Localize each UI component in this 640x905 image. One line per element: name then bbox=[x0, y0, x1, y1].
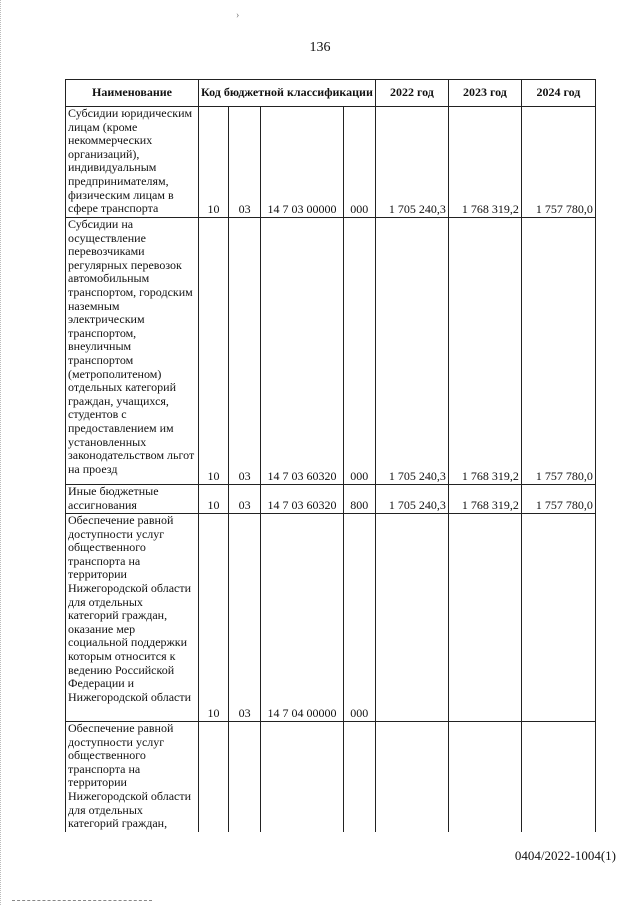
row-type: 800 bbox=[343, 485, 375, 514]
row-name: Субсидии юридическим лицам (кроме некоммерческих организаций), индивидуальным предпринимателям, физическим лицам в сфере транспорта bbox=[66, 107, 199, 218]
row-type: 000 bbox=[343, 218, 375, 485]
table-row bbox=[66, 485, 596, 514]
row-2022: 1 705 240,3 bbox=[375, 485, 448, 514]
row-2022: 1 705 240,3 bbox=[375, 107, 448, 218]
header-2022: 2022 год bbox=[375, 80, 448, 107]
row-2023: 1 768 319,2 bbox=[448, 107, 521, 218]
header-code: Код бюджетной классификации bbox=[199, 80, 376, 107]
footer-scan-line bbox=[12, 900, 152, 901]
row-name: Обеспечение равной доступности услуг общественного транспорта на территории Нижегородской области для отдельных категорий граждан, оказание мер социальной поддержки которым относится к ведению Российской Федерации и Нижегородской области bbox=[66, 514, 199, 722]
scan-speck: › bbox=[236, 10, 240, 21]
scan-edge-mark bbox=[0, 0, 3, 905]
table-row bbox=[66, 218, 596, 485]
header-name: Наименование bbox=[66, 80, 199, 107]
row-2024 bbox=[521, 722, 595, 832]
row-section: 10 bbox=[199, 514, 229, 722]
row-target: 14 7 04 00000 bbox=[261, 514, 344, 722]
header-2024: 2024 год bbox=[521, 80, 595, 107]
row-name: Обеспечение равной доступности услуг общественного транспорта на территории Нижегородской области для отдельных категорий граждан, bbox=[66, 722, 199, 832]
row-section: 10 bbox=[199, 107, 229, 218]
row-name: Иные бюджетные ассигнования bbox=[66, 485, 199, 514]
row-2022: 1 705 240,3 bbox=[375, 218, 448, 485]
row-2023: 1 768 319,2 bbox=[448, 218, 521, 485]
table-header-row bbox=[66, 80, 596, 107]
row-2022 bbox=[375, 514, 448, 722]
row-name: Субсидии на осуществление перевозчиками регулярных перевозок автомобильным транспортом, городским наземным электрическим транспортом, внеуличным транспортом (метрополитеном) отдельных категорий граждан, учащихся, студентов с предоставлением им установленных законодательством льгот на проезд bbox=[66, 218, 199, 485]
row-type: 000 bbox=[343, 514, 375, 722]
document-code: 0404/2022-1004(1) bbox=[514, 848, 616, 863]
row-subsection bbox=[229, 722, 261, 832]
row-target: 14 7 03 60320 bbox=[261, 218, 344, 485]
row-subsection: 03 bbox=[229, 107, 261, 218]
table-row bbox=[66, 514, 596, 722]
row-2023 bbox=[448, 514, 521, 722]
row-2024: 1 757 780,0 bbox=[521, 218, 595, 485]
row-section: 10 bbox=[199, 218, 229, 485]
row-2024: 1 757 780,0 bbox=[521, 107, 595, 218]
row-section bbox=[199, 722, 229, 832]
row-2023: 1 768 319,2 bbox=[448, 485, 521, 514]
table-row bbox=[66, 107, 596, 218]
row-section: 10 bbox=[199, 485, 229, 514]
row-target: 14 7 03 60320 bbox=[261, 485, 344, 514]
row-subsection: 03 bbox=[229, 514, 261, 722]
header-2023: 2023 год bbox=[448, 80, 521, 107]
table-row bbox=[66, 722, 596, 832]
row-2023 bbox=[448, 722, 521, 832]
budget-table bbox=[65, 79, 596, 832]
row-target: 14 7 03 00000 bbox=[261, 107, 344, 218]
row-2024: 1 757 780,0 bbox=[521, 485, 595, 514]
page-number: 136 bbox=[309, 40, 331, 55]
row-target bbox=[261, 722, 344, 832]
row-type: 000 bbox=[343, 107, 375, 218]
row-2024 bbox=[521, 514, 595, 722]
row-type bbox=[343, 722, 375, 832]
row-subsection: 03 bbox=[229, 485, 261, 514]
row-subsection: 03 bbox=[229, 218, 261, 485]
row-2022 bbox=[375, 722, 448, 832]
